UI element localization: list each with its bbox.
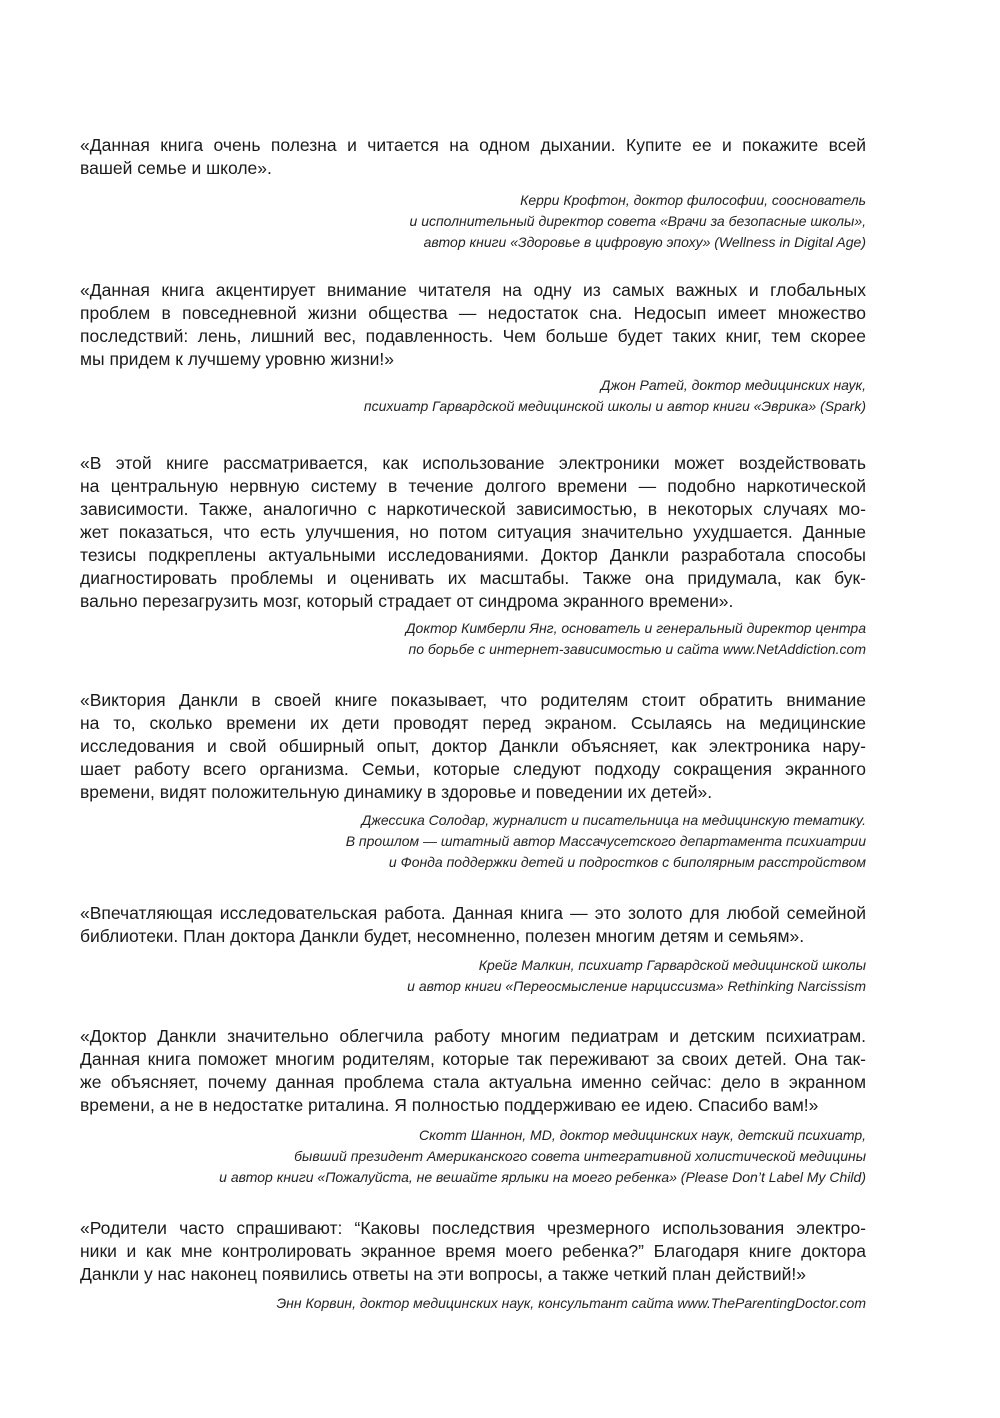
quote-line: вашей семье и школе». bbox=[80, 158, 272, 178]
quote-line: «В этой книге рассматривается, как использование электроники может воздействовать bbox=[80, 453, 866, 473]
attribution-line: психиатр Гарвардской медицинской школы и автор книги «Эврика» (Spark) bbox=[363, 398, 866, 414]
quote-line: ники и как мне контролировать экранное время моего ребенка?” Благодаря книге доктора bbox=[80, 1241, 866, 1261]
attribution-line: Джон Ратей, доктор медицинских наук, bbox=[600, 377, 866, 393]
quote-line: «Данная книга очень полезна и читается на одном дыхании. Купите ее и покажите всей bbox=[80, 135, 866, 155]
quote-line: проблем в повседневной жизни общества — недостаток сна. Недосып имеет множество bbox=[80, 303, 866, 323]
quote-line: «Доктор Данкли значительно облегчила работу многим педиатрам и детским психиатрам. bbox=[80, 1026, 866, 1046]
attribution-line: и исполнительный директор совета «Врачи за безопасные школы», bbox=[409, 213, 866, 229]
testimonial-attribution bbox=[80, 375, 866, 417]
quote-line: «Данная книга акцентирует внимание читателя на одну из самых важных и глобальных bbox=[80, 280, 866, 300]
testimonial-quote bbox=[80, 452, 866, 613]
attribution-line: Керри Крофтон, доктор философии, сооснователь bbox=[520, 192, 866, 208]
quote-line: на центральную нервную систему в течение долгого времени — подобно наркотической bbox=[80, 476, 866, 496]
quote-line: на то, сколько времени их дети проводят перед экраном. Ссылаясь на медицинские bbox=[80, 713, 866, 733]
quote-line: зависимости. Также, аналогично с наркотической зависимостью, в некоторых случаях мо- bbox=[80, 499, 866, 519]
quote-line: исследования и свой обширный опыт, доктор Данкли объясняет, как электроника нару- bbox=[80, 736, 866, 756]
attribution-line: и Фонда поддержки детей и подростков с биполярным расстройством bbox=[388, 854, 866, 870]
testimonial-quote bbox=[80, 279, 866, 371]
quote-line: Данная книга поможет многим родителям, которые так переживают за своих детей. Она так- bbox=[80, 1049, 866, 1069]
attribution-line: Джессика Солодар, журналист и писательница на медицинскую тематику. bbox=[361, 812, 866, 828]
quote-line: мы придем к лучшему уровню жизни!» bbox=[80, 349, 395, 369]
attribution-line: Доктор Кимберли Янг, основатель и генеральный директор центра bbox=[405, 620, 866, 636]
quote-line: тезисы подкреплены актуальными исследованиями. Доктор Данкли разработала способы bbox=[80, 545, 866, 565]
quote-line: диагностировать проблемы и оценивать их масштабы. Также она придумала, как бук- bbox=[80, 568, 866, 588]
testimonial-quote bbox=[80, 1217, 866, 1286]
quote-line: вально перезагрузить мозг, который страдает от синдрома экранного времени». bbox=[80, 591, 734, 611]
testimonial-attribution bbox=[80, 810, 866, 873]
testimonial-quote bbox=[80, 1025, 866, 1117]
quote-line: времени, видят положительную динамику в здоровье и поведении их детей». bbox=[80, 782, 713, 802]
attribution-line: бывший президент Американского совета интегративной холистической медицины bbox=[294, 1148, 866, 1164]
quote-line: последствий: лень, лишний вес, подавленность. Чем больше будет таких книг, тем скорее bbox=[80, 326, 866, 346]
attribution-line: Энн Корвин, доктор медицинских наук, консультант сайта www.TheParentingDoctor.com bbox=[276, 1295, 866, 1311]
testimonial-quote bbox=[80, 689, 866, 804]
testimonial-attribution bbox=[80, 1125, 866, 1188]
testimonial-quote bbox=[80, 134, 866, 180]
attribution-line: В прошлом — штатный автор Массачусетского департамента психиатрии bbox=[345, 833, 866, 849]
attribution-line: Скотт Шаннон, MD, доктор медицинских наук, детский психиатр, bbox=[418, 1127, 866, 1143]
quote-line: библиотеки. План доктора Данкли будет, несомненно, полезен многим детям и семьям». bbox=[80, 926, 805, 946]
quote-line: «Виктория Данкли в своей книге показывает, что родителям стоит обратить внимание bbox=[80, 690, 866, 710]
attribution-line: Крейг Малкин, психиатр Гарвардской медицинской школы bbox=[478, 957, 866, 973]
testimonial-attribution bbox=[80, 955, 866, 997]
attribution-line: и автор книги «Пожалуйста, не вешайте ярлыки на моего ребенка» (Please Don’t Label My Child) bbox=[219, 1169, 866, 1185]
quote-line: времени, а не в недостатке риталина. Я полностью поддерживаю ее идею. Спасибо вам!» bbox=[80, 1095, 819, 1115]
quote-line: «Родители часто спрашивают: “Каковы последствия чрезмерного использования электро- bbox=[80, 1218, 866, 1238]
quote-line: жет показаться, что есть улучшения, но потом ситуация значительно ухудшается. Данные bbox=[80, 522, 866, 542]
quote-line: шает работу всего организма. Семьи, которые следуют подходу сокращения экранного bbox=[80, 759, 866, 779]
quote-line: же объясняет, почему данная проблема стала актуальна именно сейчас: дело в экранном bbox=[80, 1072, 866, 1092]
quote-line: «Впечатляющая исследовательская работа. Данная книга — это золото для любой семейной bbox=[80, 903, 866, 923]
attribution-line: по борьбе с интернет-зависимостью и сайта www.NetAddiction.com bbox=[408, 641, 866, 657]
attribution-line: автор книги «Здоровье в цифровую эпоху» (Wellness in Digital Age) bbox=[423, 234, 866, 250]
testimonial-attribution bbox=[80, 618, 866, 660]
testimonial-attribution bbox=[80, 190, 866, 253]
attribution-line: и автор книги «Переосмысление нарциссизма» Rethinking Narcissism bbox=[407, 978, 866, 994]
testimonial-quote bbox=[80, 902, 866, 948]
testimonial-attribution bbox=[80, 1293, 866, 1314]
quote-line: Данкли у нас наконец появились ответы на эти вопросы, а также четкий план действий!» bbox=[80, 1264, 806, 1284]
